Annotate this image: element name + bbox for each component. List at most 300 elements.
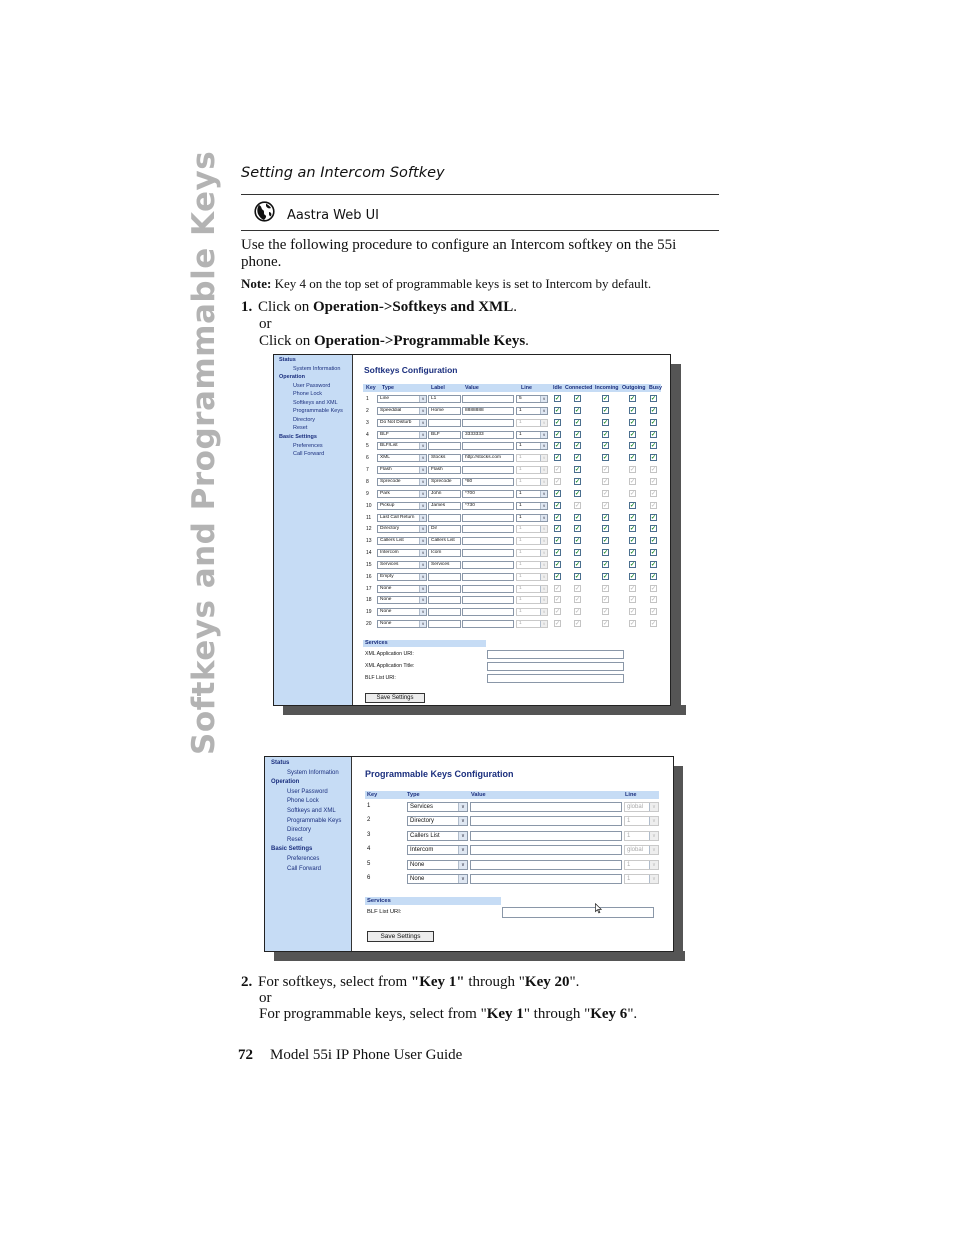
softkeys-type-16[interactable]: [377, 573, 427, 581]
softkeys-state-10-incoming[interactable]: ✓: [603, 502, 609, 509]
nav-call-forward[interactable]: Call Forward: [287, 865, 322, 872]
intro-paragraph: Use the following procedure to configure an Intercom softkey on the 55i phone.: [241, 237, 677, 270]
softkeys-type-10[interactable]: [377, 502, 427, 510]
softkeys-state-3-connected[interactable]: ✓: [575, 419, 581, 426]
progkeys-type-2-value: Directory: [410, 818, 435, 825]
softkeys-state-10-connected[interactable]: ✓: [575, 502, 581, 509]
softkeys-state-14-outgoing[interactable]: ✓: [630, 550, 636, 557]
nav-phone-lock[interactable]: Phone Lock: [287, 798, 319, 805]
softkeys-label-19[interactable]: [428, 608, 461, 616]
progkeys-line-5-chevron-down-icon: ∨: [649, 861, 658, 869]
progkeys-blf-input[interactable]: [502, 907, 654, 918]
softkeys-state-11-idle[interactable]: ✓: [555, 514, 561, 521]
softkeys-state-5-outgoing[interactable]: ✓: [630, 443, 636, 450]
softkeys-state-17-idle[interactable]: ✓: [555, 585, 561, 592]
softkeys-state-5-busy[interactable]: ✓: [651, 443, 657, 450]
softkeys-state-14-incoming[interactable]: ✓: [603, 550, 609, 557]
note-text: Key 4 on the top set of programmable keys is set to Intercom by default.: [274, 276, 652, 291]
softkeys-state-13-idle[interactable]: ✓: [555, 538, 561, 545]
softkeys-value-9[interactable]: [462, 490, 514, 498]
softkeys-state-6-outgoing[interactable]: ✓: [630, 455, 636, 462]
softkeys-state-9-idle[interactable]: ✓: [555, 490, 561, 497]
softkeys-state-11-connected[interactable]: ✓: [575, 514, 581, 521]
nav-programmable-keys[interactable]: Programmable Keys: [287, 817, 342, 824]
globe-icon: [254, 201, 275, 222]
softkeys-label-11[interactable]: [428, 514, 461, 522]
softkeys-label-18[interactable]: [428, 596, 461, 604]
softkeys-type-15-value: Services: [380, 561, 399, 567]
softkeys-state-6-connected[interactable]: ✓: [575, 455, 581, 462]
nav-reset[interactable]: Reset: [293, 425, 308, 432]
softkeys-line-1[interactable]: [516, 395, 548, 403]
softkeys-value-17[interactable]: [462, 585, 514, 593]
softkeys-value-9-value: *700: [465, 490, 475, 496]
softkeys-line-2-chevron-down-icon: ∨: [540, 408, 547, 414]
softkeys-key-6: 6: [366, 455, 369, 462]
softkeys-value-3[interactable]: [462, 419, 514, 427]
progkeys-value-5[interactable]: [470, 860, 622, 870]
softkeys-line-9[interactable]: [516, 490, 548, 498]
softkeys-state-15-outgoing[interactable]: ✓: [630, 561, 636, 568]
softkeys-type-18[interactable]: [377, 596, 427, 604]
progkeys-type-1[interactable]: [407, 802, 468, 812]
softkeys-type-20-value: None: [380, 621, 392, 627]
softkeys-state-2-connected[interactable]: ✓: [575, 407, 581, 414]
progkeys-type-2-chevron-down-icon: ∨: [458, 817, 467, 825]
softkeys-value-1[interactable]: [462, 395, 514, 403]
softkeys-type-2[interactable]: [377, 407, 427, 415]
softkeys-label-2[interactable]: [428, 407, 461, 415]
progkeys-line-2[interactable]: [624, 816, 659, 826]
softkeys-line-16-chevron-down-icon: ∨: [540, 574, 547, 580]
softkeys-state-16-incoming[interactable]: ✓: [603, 573, 609, 580]
softkeys-state-7-busy[interactable]: ✓: [651, 467, 657, 474]
softkeys-state-20-incoming[interactable]: ✓: [603, 621, 609, 628]
progkeys-line-2-chevron-down-icon: ∨: [649, 817, 658, 825]
softkeys-key-10: 10: [366, 502, 372, 509]
softkeys-line-17-value: 1: [519, 585, 522, 591]
softkeys-line-14[interactable]: [516, 549, 548, 557]
softkeys-key-20: 20: [366, 621, 372, 628]
softkeys-value-2[interactable]: [462, 407, 514, 415]
softkeys-state-8-incoming[interactable]: ✓: [603, 478, 609, 485]
softkeys-state-1-outgoing[interactable]: ✓: [630, 396, 636, 402]
nav-system-information[interactable]: System Information: [287, 769, 339, 776]
softkeys-state-19-outgoing[interactable]: ✓: [630, 609, 636, 616]
softkeys-line-4[interactable]: [516, 431, 548, 439]
softkeys-state-19-incoming[interactable]: ✓: [603, 609, 609, 616]
softkeys-screenshot: [273, 354, 686, 718]
progkeys-type-3[interactable]: [407, 831, 468, 841]
progkeys-line-6-value: 1: [627, 876, 631, 882]
progkeys-line-4[interactable]: [624, 845, 659, 855]
softkeys-line-7-chevron-down-icon: ∨: [540, 467, 547, 473]
softkeys-label-7[interactable]: [428, 466, 461, 474]
softkeys-state-7-outgoing[interactable]: ✓: [630, 467, 636, 474]
softkeys-line-15-value: 1: [519, 561, 522, 567]
softkeys-value-20[interactable]: [462, 620, 514, 628]
softkeys-type-3[interactable]: [377, 419, 427, 427]
softkeys-key-1: 1: [366, 396, 369, 402]
softkeys-type-13[interactable]: [377, 537, 427, 545]
softkeys-key-8: 8: [366, 478, 369, 485]
softkeys-state-13-outgoing[interactable]: ✓: [630, 538, 636, 545]
softkeys-state-3-idle[interactable]: ✓: [555, 419, 561, 426]
softkeys-value-15[interactable]: [462, 561, 514, 569]
softkeys-line-11-value: 1: [519, 514, 522, 520]
progkeys-line-3[interactable]: [624, 831, 659, 841]
step-1-line-2: Click on Operation->Programmable Keys.: [259, 333, 529, 349]
softkeys-line-7[interactable]: [516, 466, 548, 474]
softkeys-state-5-idle[interactable]: ✓: [555, 443, 561, 450]
softkeys-type-11[interactable]: [377, 514, 427, 522]
softkeys-line-9-value: 1: [519, 490, 522, 496]
softkeys-state-18-idle[interactable]: ✓: [555, 597, 561, 604]
progkeys-type-3-value: Callers List: [410, 832, 440, 839]
softkeys-state-12-idle[interactable]: ✓: [555, 526, 561, 533]
progkeys-line-2-value: 1: [627, 818, 631, 825]
softkeys-value-4[interactable]: [462, 431, 514, 439]
progkeys-type-5[interactable]: [407, 860, 468, 870]
nav-softkeys-xml[interactable]: Softkeys and XML: [287, 808, 336, 814]
nav-call-forward[interactable]: Call Forward: [293, 451, 325, 458]
softkeys-state-17-incoming[interactable]: ✓: [603, 585, 609, 592]
softkeys-state-1-connected[interactable]: ✓: [575, 396, 581, 402]
softkeys-label-10[interactable]: [428, 502, 461, 510]
step-2-line-1: For softkeys, select from "Key 1" through "Key 20".: [258, 974, 580, 990]
softkeys-state-11-incoming[interactable]: ✓: [603, 514, 609, 521]
softkeys-col-value: Value: [465, 385, 479, 391]
softkeys-line-11[interactable]: [516, 514, 548, 522]
nav-system-information[interactable]: System Information: [293, 365, 341, 372]
softkeys-field-input-0[interactable]: [487, 650, 624, 659]
softkeys-type-7-chevron-down-icon: ∨: [419, 467, 426, 473]
softkeys-state-19-connected[interactable]: ✓: [575, 609, 581, 616]
softkeys-value-13[interactable]: [462, 537, 514, 545]
softkeys-label-7-value: Flash: [431, 467, 443, 473]
softkeys-field-input-1[interactable]: [487, 662, 624, 671]
softkeys-state-16-busy[interactable]: ✓: [651, 573, 657, 580]
softkeys-state-19-idle[interactable]: ✓: [555, 609, 561, 616]
softkeys-state-15-idle[interactable]: ✓: [555, 561, 561, 568]
softkeys-type-5-value: BLF/List: [380, 443, 398, 449]
softkeys-state-6-incoming[interactable]: ✓: [603, 455, 609, 462]
softkeys-value-14[interactable]: [462, 549, 514, 557]
progkeys-value-2[interactable]: [470, 816, 622, 826]
programmable-keys-screenshot: [264, 756, 685, 966]
web-ui-label: Aastra Web UI: [287, 208, 379, 223]
softkeys-state-18-incoming[interactable]: ✓: [603, 597, 609, 604]
softkeys-state-7-incoming[interactable]: ✓: [603, 467, 609, 474]
softkeys-type-4[interactable]: [377, 431, 427, 439]
nav-directory[interactable]: Directory: [293, 416, 316, 423]
softkeys-state-17-outgoing[interactable]: ✓: [630, 585, 636, 592]
softkeys-state-3-busy[interactable]: ✓: [651, 419, 657, 426]
softkeys-label-8[interactable]: [428, 478, 461, 486]
softkeys-label-1[interactable]: [428, 395, 461, 403]
softkeys-state-4-connected[interactable]: ✓: [575, 431, 581, 438]
softkeys-state-8-idle[interactable]: ✓: [555, 478, 561, 485]
softkeys-line-8[interactable]: [516, 478, 548, 486]
step-1-line-1: Click on Operation->Softkeys and XML.: [258, 299, 517, 315]
softkeys-state-18-outgoing[interactable]: ✓: [630, 597, 636, 604]
softkeys-state-9-incoming[interactable]: ✓: [603, 490, 609, 497]
softkeys-label-10-value: James: [431, 502, 446, 508]
softkeys-state-5-connected[interactable]: ✓: [575, 443, 581, 450]
softkeys-state-4-busy[interactable]: ✓: [651, 431, 657, 438]
softkeys-line-16[interactable]: [516, 573, 548, 581]
softkeys-state-4-outgoing[interactable]: ✓: [630, 431, 636, 438]
softkeys-line-4-value: 1: [519, 431, 522, 437]
softkeys-state-1-incoming[interactable]: ✓: [603, 396, 609, 402]
softkeys-value-19[interactable]: [462, 608, 514, 616]
progkeys-value-1[interactable]: [470, 802, 622, 812]
softkeys-value-16[interactable]: [462, 573, 514, 581]
softkeys-state-7-connected[interactable]: ✓: [575, 467, 581, 474]
softkeys-label-17[interactable]: [428, 585, 461, 593]
progkeys-line-1[interactable]: [624, 802, 659, 812]
softkeys-state-11-outgoing[interactable]: ✓: [630, 514, 636, 521]
softkeys-state-13-connected[interactable]: ✓: [575, 538, 581, 545]
softkeys-state-6-busy[interactable]: ✓: [651, 455, 657, 462]
softkeys-line-5[interactable]: [516, 442, 548, 450]
softkeys-state-20-connected[interactable]: ✓: [575, 621, 581, 628]
softkeys-state-14-idle[interactable]: ✓: [555, 550, 561, 557]
softkeys-label-9[interactable]: [428, 490, 461, 498]
softkeys-state-7-idle[interactable]: ✓: [555, 467, 561, 474]
softkeys-type-17-chevron-down-icon: ∨: [419, 586, 426, 592]
nav-softkeys-xml[interactable]: Softkeys and XML: [293, 399, 338, 406]
softkeys-state-18-connected[interactable]: ✓: [575, 597, 581, 604]
softkeys-line-18-chevron-down-icon: ∨: [540, 597, 547, 603]
softkeys-state-4-incoming[interactable]: ✓: [603, 431, 609, 438]
softkeys-state-9-busy[interactable]: ✓: [651, 490, 657, 497]
softkeys-key-18: 18: [366, 597, 372, 604]
softkeys-col-incoming: Incoming: [595, 385, 619, 391]
nav-user-password[interactable]: User Password: [287, 788, 328, 795]
softkeys-label-14-value: Icom: [431, 550, 442, 556]
softkeys-col-type: Type: [382, 385, 394, 391]
softkeys-value-10[interactable]: [462, 502, 514, 510]
softkeys-label-20[interactable]: [428, 620, 461, 628]
softkeys-state-8-outgoing[interactable]: ✓: [630, 478, 636, 485]
softkeys-state-2-busy[interactable]: ✓: [651, 407, 657, 414]
nav-preferences[interactable]: Preferences: [287, 856, 320, 862]
softkeys-line-9-chevron-down-icon: ∨: [540, 491, 547, 497]
softkeys-type-19[interactable]: [377, 608, 427, 616]
nav-status: Status: [279, 357, 296, 363]
nav-directory[interactable]: Directory: [287, 827, 312, 834]
softkeys-line-3[interactable]: [516, 419, 548, 427]
progkeys-type-6-chevron-down-icon: ∨: [458, 875, 467, 883]
softkeys-state-15-connected[interactable]: ✓: [575, 561, 581, 568]
softkeys-line-10[interactable]: [516, 502, 548, 510]
softkeys-state-14-connected[interactable]: ✓: [575, 550, 581, 557]
softkeys-line-12[interactable]: [516, 525, 548, 533]
softkeys-type-15[interactable]: [377, 561, 427, 569]
softkeys-line-13[interactable]: [516, 537, 548, 545]
softkeys-type-8[interactable]: [377, 478, 427, 486]
softkeys-state-10-busy[interactable]: ✓: [651, 502, 657, 509]
softkeys-line-18-value: 1: [519, 597, 522, 603]
softkeys-state-1-busy[interactable]: ✓: [651, 396, 657, 402]
softkeys-line-15[interactable]: [516, 561, 548, 569]
softkeys-value-11[interactable]: [462, 514, 514, 522]
softkeys-type-9[interactable]: [377, 490, 427, 498]
softkeys-line-14-value: 1: [519, 550, 522, 556]
softkeys-state-13-busy[interactable]: ✓: [651, 538, 657, 545]
softkeys-type-12[interactable]: [377, 525, 427, 533]
note-label: Note:: [241, 276, 272, 291]
softkeys-state-1-idle[interactable]: ✓: [555, 396, 561, 402]
softkeys-type-5-chevron-down-icon: ∨: [419, 443, 426, 449]
softkeys-type-6[interactable]: [377, 454, 427, 462]
softkeys-line-2[interactable]: [516, 407, 548, 415]
softkeys-state-9-connected[interactable]: ✓: [575, 490, 581, 497]
softkeys-line-20[interactable]: [516, 620, 548, 628]
softkeys-state-20-outgoing[interactable]: ✓: [630, 621, 636, 628]
softkeys-type-20[interactable]: [377, 620, 427, 628]
nav-user-password[interactable]: User Password: [293, 382, 331, 389]
softkeys-line-10-chevron-down-icon: ∨: [540, 503, 547, 509]
progkeys-type-6-value: None: [410, 876, 425, 882]
softkeys-state-3-outgoing[interactable]: ✓: [630, 419, 636, 426]
softkeys-line-8-chevron-down-icon: ∨: [540, 479, 547, 485]
progkeys-line-6[interactable]: [624, 874, 659, 884]
softkeys-type-7[interactable]: [377, 466, 427, 474]
top-rule: [241, 194, 719, 195]
nav-reset[interactable]: Reset: [287, 836, 303, 843]
nav-phone-lock[interactable]: Phone Lock: [293, 391, 323, 398]
softkeys-key-9: 9: [366, 490, 369, 497]
progkeys-services-header: Services: [367, 898, 391, 904]
softkeys-col-label: Label: [431, 385, 445, 391]
softkeys-value-6[interactable]: [462, 454, 514, 462]
softkeys-label-3[interactable]: [428, 419, 461, 427]
softkeys-line-8-value: 1: [519, 478, 522, 484]
softkeys-col-outgoing: Outgoing: [622, 385, 646, 391]
guide-title: Model 55i IP Phone User Guide: [270, 1047, 463, 1063]
softkeys-label-15-value: Services: [431, 561, 450, 567]
softkeys-label-4-value: BLF: [431, 431, 440, 437]
nav-preferences[interactable]: Preferences: [293, 442, 323, 449]
softkeys-label-4[interactable]: [428, 431, 461, 439]
softkeys-col-idle: Idle: [553, 385, 563, 391]
softkeys-value-7[interactable]: [462, 466, 514, 474]
softkeys-type-11-chevron-down-icon: ∨: [419, 515, 426, 521]
softkeys-state-19-busy[interactable]: ✓: [651, 609, 657, 616]
progkeys-nav-sidebar: [265, 757, 352, 951]
softkeys-label-16[interactable]: [428, 573, 461, 581]
softkeys-save-button[interactable]: Save Settings: [365, 693, 425, 703]
softkeys-state-12-connected[interactable]: ✓: [575, 526, 581, 533]
softkeys-label-5[interactable]: [428, 442, 461, 450]
progkeys-type-1-chevron-down-icon: ∨: [458, 803, 467, 811]
softkeys-state-2-incoming[interactable]: ✓: [603, 407, 609, 414]
softkeys-state-8-busy[interactable]: ✓: [651, 478, 657, 485]
softkeys-state-14-busy[interactable]: ✓: [651, 550, 657, 557]
softkeys-line-6[interactable]: [516, 454, 548, 462]
softkeys-state-2-idle[interactable]: ✓: [555, 407, 561, 414]
softkeys-line-17[interactable]: [516, 585, 548, 593]
softkeys-field-input-2[interactable]: [487, 674, 624, 683]
softkeys-state-10-outgoing[interactable]: ✓: [630, 502, 636, 509]
softkeys-type-16-chevron-down-icon: ∨: [419, 574, 426, 580]
softkeys-state-20-idle[interactable]: ✓: [555, 621, 561, 628]
progkeys-type-6[interactable]: [407, 874, 468, 884]
progkeys-save-button[interactable]: Save Settings: [367, 931, 434, 942]
progkeys-value-3[interactable]: [470, 831, 622, 841]
progkeys-value-6[interactable]: [470, 874, 622, 884]
softkeys-type-2-chevron-down-icon: ∨: [419, 408, 426, 414]
progkeys-type-4[interactable]: [407, 845, 468, 855]
softkeys-state-16-connected[interactable]: ✓: [575, 573, 581, 580]
softkeys-state-5-incoming[interactable]: ✓: [603, 443, 609, 450]
softkeys-state-4-idle[interactable]: ✓: [555, 431, 561, 438]
softkeys-state-20-busy[interactable]: ✓: [651, 621, 657, 628]
softkeys-state-11-busy[interactable]: ✓: [651, 514, 657, 521]
softkeys-state-15-incoming[interactable]: ✓: [603, 561, 609, 568]
softkeys-value-8[interactable]: [462, 478, 514, 486]
softkeys-label-15[interactable]: [428, 561, 461, 569]
softkeys-col-connected: Connected: [565, 385, 593, 391]
softkeys-line-18[interactable]: [516, 596, 548, 604]
softkeys-state-12-incoming[interactable]: ✓: [603, 526, 609, 533]
progkeys-type-2[interactable]: [407, 816, 468, 826]
softkeys-value-12[interactable]: [462, 525, 514, 533]
softkeys-state-12-outgoing[interactable]: ✓: [630, 526, 636, 533]
softkeys-state-3-incoming[interactable]: ✓: [603, 419, 609, 426]
softkeys-type-17[interactable]: [377, 585, 427, 593]
softkeys-state-17-connected[interactable]: ✓: [575, 585, 581, 592]
nav-operation: Operation: [279, 374, 305, 381]
nav-basic-settings: Basic Settings: [271, 846, 313, 853]
softkeys-label-12[interactable]: [428, 525, 461, 533]
softkeys-state-12-busy[interactable]: ✓: [651, 526, 657, 533]
softkeys-value-8-value: *80: [465, 478, 473, 484]
softkeys-line-6-value: 1: [519, 455, 522, 461]
softkeys-label-6[interactable]: [428, 454, 461, 462]
softkeys-state-8-connected[interactable]: ✓: [575, 478, 581, 485]
softkeys-state-13-incoming[interactable]: ✓: [603, 538, 609, 545]
softkeys-type-6-chevron-down-icon: ∨: [419, 455, 426, 461]
softkeys-type-14[interactable]: [377, 549, 427, 557]
progkeys-type-3-chevron-down-icon: ∨: [458, 832, 467, 840]
softkeys-state-16-idle[interactable]: ✓: [555, 573, 561, 580]
softkeys-value-18[interactable]: [462, 596, 514, 604]
softkeys-state-10-idle[interactable]: ✓: [555, 502, 561, 509]
progkeys-line-5[interactable]: [624, 860, 659, 870]
softkeys-type-1[interactable]: [377, 395, 427, 403]
progkeys-value-4[interactable]: [470, 845, 622, 855]
softkeys-state-15-busy[interactable]: ✓: [651, 561, 657, 568]
softkeys-state-18-busy[interactable]: ✓: [651, 597, 657, 604]
softkeys-type-3-value: Do Not Disturb: [380, 419, 412, 425]
softkeys-label-14[interactable]: [428, 549, 461, 557]
softkeys-state-2-outgoing[interactable]: ✓: [630, 407, 636, 414]
softkeys-state-6-idle[interactable]: ✓: [555, 455, 561, 462]
softkeys-state-17-busy[interactable]: ✓: [651, 585, 657, 592]
softkeys-state-9-outgoing[interactable]: ✓: [630, 490, 636, 497]
softkeys-line-19[interactable]: [516, 608, 548, 616]
softkeys-state-16-outgoing[interactable]: ✓: [630, 573, 636, 580]
softkeys-type-5[interactable]: [377, 442, 427, 450]
softkeys-value-4-value: 3333333: [465, 431, 484, 437]
nav-programmable-keys[interactable]: Programmable Keys: [293, 408, 343, 415]
softkeys-key-17: 17: [366, 585, 372, 592]
softkeys-value-5[interactable]: [462, 442, 514, 450]
softkeys-label-13[interactable]: [428, 537, 461, 545]
